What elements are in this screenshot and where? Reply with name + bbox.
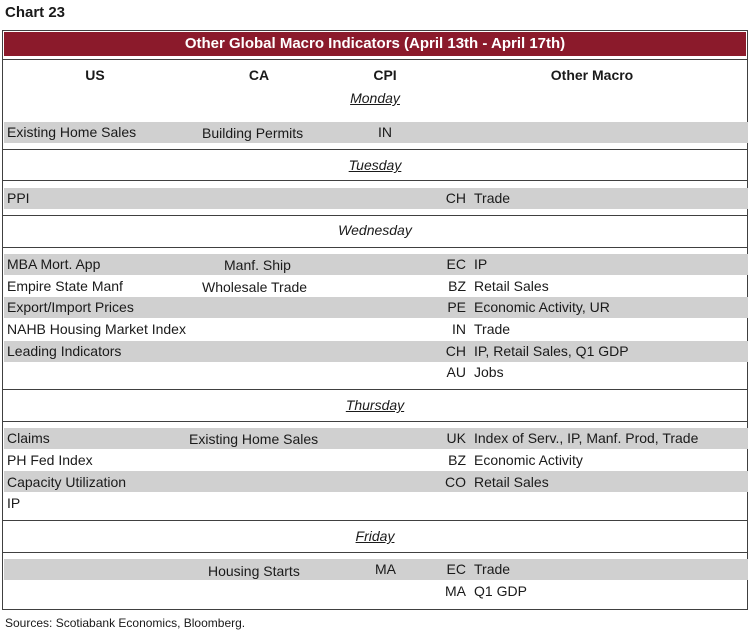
country-code: PE [447, 299, 466, 315]
us-indicator: MBA Mort. App [7, 256, 101, 272]
cpi-indicator: IN [378, 124, 392, 140]
ca-indicator: Existing Home Sales [189, 431, 319, 447]
us-indicator: NAHB Housing Market Index [7, 321, 186, 337]
chart-label: Chart 23 [5, 4, 66, 21]
other-indicator: Retail Sales [474, 474, 549, 490]
table-title: Other Global Macro Indicators (April 13th - April 17th) [4, 32, 746, 56]
country-code: UK [446, 430, 466, 446]
other-indicator: Index of Serv., IP, Manf. Prod, Trade [474, 430, 699, 446]
column-header-other: Other Macro [550, 67, 634, 83]
sources-note: Sources: Scotiabank Economics, Bloomberg. [5, 616, 246, 630]
country-code: BZ [448, 278, 466, 294]
ca-indicator: Wholesale Trade [202, 279, 308, 295]
us-indicator: Claims [7, 430, 50, 446]
us-indicator: Capacity Utilization [7, 474, 127, 490]
us-indicator: PH Fed Index [7, 452, 93, 468]
column-header-cpi: CPI [373, 67, 397, 83]
day-header-wednesday: Wednesday [338, 222, 412, 238]
country-code: CH [445, 190, 466, 206]
ca-indicator: Manf. Ship [224, 257, 291, 273]
country-code: IN [452, 321, 466, 337]
country-code: CO [445, 474, 466, 490]
divider [2, 421, 748, 422]
other-indicator: Economic Activity [474, 452, 583, 468]
other-indicator: Trade [474, 321, 511, 337]
other-indicator: IP, Retail Sales, Q1 GDP [474, 343, 629, 359]
divider [2, 247, 748, 248]
row-band [4, 188, 748, 209]
us-indicator: PPI [7, 190, 30, 206]
other-indicator: Retail Sales [474, 278, 549, 294]
day-header-thursday: Thursday [345, 397, 405, 413]
us-indicator: Existing Home Sales [7, 124, 137, 140]
column-header-us: US [85, 67, 105, 83]
other-indicator: Q1 GDP [474, 583, 527, 599]
day-header-monday: Monday [350, 90, 400, 106]
column-header-ca: CA [248, 67, 270, 83]
other-indicator: Trade [474, 561, 511, 577]
country-code: CH [445, 343, 466, 359]
country-code: MA [445, 583, 466, 599]
day-header-friday: Friday [355, 528, 395, 544]
divider [2, 389, 748, 390]
country-code: BZ [448, 452, 466, 468]
divider [2, 520, 748, 521]
divider [2, 180, 748, 181]
ca-indicator: Building Permits [202, 125, 304, 141]
us-indicator: Empire State Manf [7, 278, 123, 294]
divider [2, 149, 748, 150]
row-band [4, 254, 748, 275]
cpi-indicator: MA [375, 561, 396, 577]
ca-indicator: Housing Starts [208, 563, 300, 579]
country-code: EC [446, 256, 466, 272]
divider [2, 59, 748, 60]
country-code: AU [446, 364, 466, 380]
us-indicator: IP [7, 495, 21, 511]
other-indicator: Trade [474, 190, 511, 206]
country-code: EC [446, 561, 466, 577]
us-indicator: Export/Import Prices [7, 299, 134, 315]
divider [2, 215, 748, 216]
other-indicator: IP [474, 256, 488, 272]
divider [2, 552, 748, 553]
us-indicator: Leading Indicators [7, 343, 122, 359]
other-indicator: Economic Activity, UR [474, 299, 610, 315]
day-header-tuesday: Tuesday [348, 157, 402, 173]
other-indicator: Jobs [474, 364, 504, 380]
